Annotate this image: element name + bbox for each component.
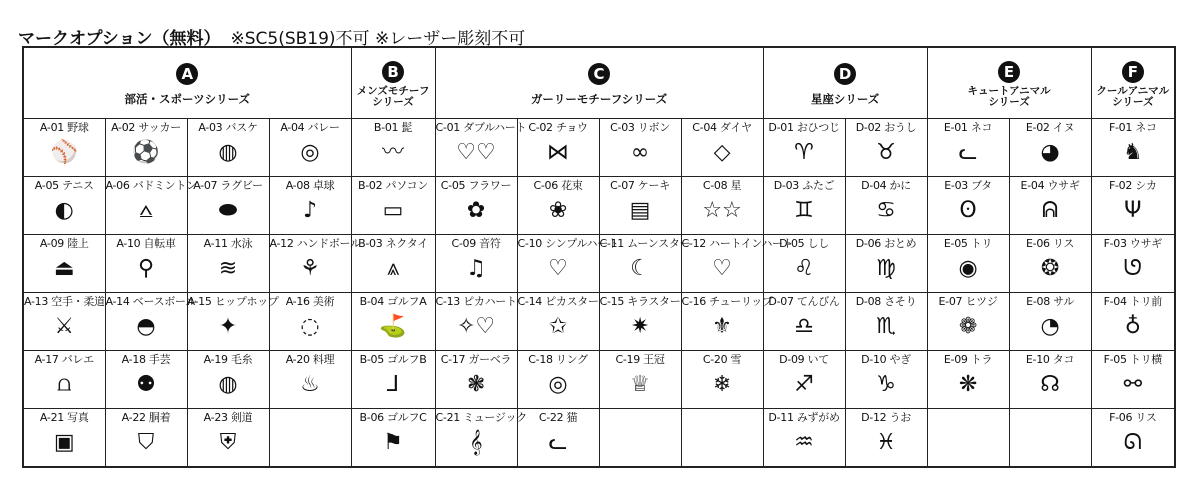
mark-option-cell[interactable] [599,293,681,351]
mark-label: D-05 しし [779,237,829,250]
mark-label: A-05 テニス [34,179,94,192]
mark-option-cell[interactable] [599,351,681,409]
cat-face-icon: ᓚ [958,140,978,165]
ring-icon: ◎ [548,372,568,397]
series-header-e [927,47,1091,119]
mark-option-cell[interactable] [435,351,517,409]
mark-label: D-04 かに [861,179,911,192]
mark-label: D-02 おうし [855,121,917,134]
mark-label: C-02 チョウ [528,121,588,134]
mark-option-cell[interactable] [517,409,599,468]
mark-option-cell[interactable] [187,119,269,177]
mark-option-cell[interactable] [517,177,599,235]
series-name-b: メンズモチーフ シリーズ [356,84,430,108]
mark-option-cell[interactable] [23,293,105,351]
mark-label: A-11 水泳 [203,237,253,250]
mark-option-cell[interactable] [351,235,435,293]
mark-label: A-10 自転車 [116,237,176,250]
mark-label: F-06 リス [1109,411,1157,424]
mark-label: E-06 リス [1026,237,1075,250]
mark-label: C-10 シンプルハート [517,237,619,250]
diamond-icon: ◇ [713,140,731,165]
squirrel-silhouette-icon: ᘏ [1123,430,1142,455]
mark-label: D-03 ふたご [773,179,835,192]
mark-option-cell[interactable] [105,409,187,468]
mark-option-cell[interactable] [23,351,105,409]
mark-label: A-16 美術 [285,295,335,308]
baseball-glove-icon: ◓ [136,314,156,339]
mark-option-cell[interactable] [435,409,527,468]
soccer-ball-icon: ⚽ [132,140,160,165]
mark-option-cell[interactable] [351,119,435,177]
mark-label: C-07 ケーキ [610,179,670,192]
mark-option-cell[interactable] [1091,409,1175,468]
mark-row [23,293,1175,351]
karate-icon: ⚔ [54,314,75,339]
mark-label: C-09 音符 [451,237,501,250]
virgo-icon: ♍ [876,256,896,281]
page-title: マークオプション（無料） [18,29,221,49]
mark-option-cell[interactable] [517,293,599,351]
mark-option-cell[interactable] [599,235,691,293]
series-header-a [23,47,351,119]
leo-icon: ♌ [794,256,814,281]
butterfly-icon: ⋈ [547,140,570,165]
mark-label: C-18 リング [528,353,588,366]
mark-label: B-01 髭 [373,121,413,134]
mark-row [23,119,1175,177]
mark-label: A-18 手芸 [121,353,171,366]
mark-option-cell[interactable] [435,177,517,235]
mark-option-cell[interactable] [517,351,599,409]
sparkle-heart-icon: ✧♡ [456,314,496,339]
laptop-icon: ▭ [382,198,404,223]
sheep-face-icon: ❁ [958,314,978,339]
mark-option-cell[interactable] [351,351,435,409]
handball-icon: ⚘ [300,256,320,281]
empty-cell [1009,409,1091,468]
mark-row [23,177,1175,235]
mark-label: C-21 ミュージック [435,411,527,424]
mark-option-cell[interactable] [681,177,763,235]
mark-label: C-05 フラワー [440,179,512,192]
mark-label: A-13 空手・柔道 [24,295,105,308]
mark-label: C-17 ガーベラ [440,353,512,366]
mark-option-cell[interactable] [351,409,435,468]
cooking-pot-icon: ♨ [300,372,320,397]
ballet-shoes-icon: ⩍ [57,372,72,397]
mark-row [23,351,1175,409]
mark-label: E-02 イヌ [1025,121,1075,134]
mark-label: C-12 ハートインハート [681,237,794,250]
mark-option-cell[interactable] [23,177,105,235]
aquarius-icon: ♒ [794,430,814,455]
mark-option-cell[interactable] [681,351,763,409]
rabbit-face-icon: ᕱ [1041,198,1059,223]
cat-silhouette-icon: ♞ [1122,140,1143,165]
deer-icon: Ψ [1124,198,1142,223]
mark-label: E-09 トラ [943,353,993,366]
mark-label: D-06 おとめ [855,237,917,250]
mark-label: B-03 ネクタイ [358,237,428,250]
mark-label: E-04 ウサギ [1020,179,1080,192]
mark-option-cell[interactable] [927,119,1009,177]
mark-label: C-20 雪 [702,353,742,366]
mark-option-cell[interactable] [1091,177,1175,235]
mark-option-cell[interactable] [763,177,845,235]
mark-label: A-19 毛糸 [203,353,253,366]
mark-option-cell[interactable] [763,235,845,293]
mark-option-cell[interactable] [845,293,927,351]
golf-club-icon: ⅃ [386,372,400,397]
series-header-d [763,47,927,119]
series-header-c [435,47,763,119]
mark-option-cell[interactable] [763,409,845,468]
mark-label: A-21 写真 [39,411,89,424]
mark-option-cell[interactable] [1091,293,1175,351]
mark-label: A-17 バレエ [34,353,94,366]
crown-icon: ♕ [630,372,650,397]
mark-option-cell[interactable] [105,119,187,177]
series-name-d: 星座シリーズ [810,92,880,106]
mark-option-cell[interactable] [927,293,1009,351]
mark-label: E-07 ヒツジ [938,295,998,308]
mark-label: C-16 チューリップ [681,295,773,308]
mustache-icon: 〰 [382,140,405,165]
snowflake-icon: ❄ [712,372,732,397]
hiphop-icon: ✦ [218,314,238,339]
basketball-icon: ◍ [218,140,238,165]
mark-label: F-02 シカ [1108,179,1157,192]
heart-in-heart-icon: ♡ [712,256,732,281]
mark-row [23,409,1175,468]
mark-option-cell[interactable] [927,351,1009,409]
mark-label: B-02 パソコン [357,179,429,192]
series-header-row [23,47,1175,119]
music-notes-icon: ♫ [466,256,486,281]
flower-icon: ✿ [466,198,486,223]
mark-label: B-04 ゴルフA [359,295,427,308]
mark-label: C-11 ムーンスター [599,237,691,250]
tiger-face-icon: ❋ [958,372,978,397]
series-name-f: クールアニマル シリーズ [1096,84,1170,108]
mark-label: D-07 てんびん [768,295,840,308]
judo-uniform-icon: ⛉ [137,430,155,455]
series-name-c: ガーリーモチーフシリーズ [530,92,668,106]
series-header-f [1091,47,1175,119]
mark-label: C-06 花束 [533,179,583,192]
capricorn-icon: ♑ [876,372,896,397]
mark-option-cell[interactable] [269,293,351,351]
mark-label: A-07 ラグビー [193,179,263,192]
mark-option-cell[interactable] [1009,235,1091,293]
mark-option-cell[interactable] [1009,177,1091,235]
mark-option-cell[interactable] [105,177,197,235]
series-letter-d: D [834,63,856,85]
mark-option-cell[interactable] [269,119,351,177]
mark-option-cell[interactable] [23,119,105,177]
mark-option-cell[interactable] [1009,351,1091,409]
yarn-ball-icon: ◍ [218,372,238,397]
mark-option-cell[interactable] [517,235,619,293]
mark-label: A-14 ベースボール [105,295,197,308]
mark-label: F-03 ウサギ [1103,237,1162,250]
mark-option-cell[interactable] [681,235,794,293]
bicycle-icon: ⚲ [137,256,155,281]
stars-icon: ☆☆ [702,198,742,223]
cat-head-icon: ᓚ [548,430,568,455]
bird-front-icon: ♁ [1124,314,1141,339]
mark-label: D-12 うお [861,411,911,424]
series-letter-f: F [1122,61,1144,83]
mark-label: F-04 トリ前 [1103,295,1162,308]
mark-option-cell[interactable] [517,119,599,177]
mark-label: A-15 ヒップホップ [187,295,279,308]
double-heart-icon: ♡♡ [456,140,496,165]
mark-option-cell[interactable] [1091,119,1175,177]
mark-option-cell[interactable] [105,235,187,293]
mark-option-cell[interactable] [23,235,105,293]
mark-option-cell[interactable] [845,351,927,409]
monkey-face-icon: ◔ [1040,314,1060,339]
pisces-icon: ♓ [876,430,896,455]
mark-option-cell[interactable] [351,177,435,235]
mark-option-cell[interactable] [1009,293,1091,351]
mark-option-cell[interactable] [927,235,1009,293]
music-symbol-icon: 𝄞 [469,430,483,455]
mark-option-cell[interactable] [845,119,927,177]
mark-label: E-08 サル [1026,295,1074,308]
mark-option-cell[interactable] [1009,119,1091,177]
mark-option-cell[interactable] [845,177,927,235]
mark-option-cell[interactable] [763,293,845,351]
mark-label: D-01 おひつじ [768,121,840,134]
baseball-icon: ⚾ [50,140,78,165]
scorpio-icon: ♏ [876,314,896,339]
kendo-icon: ⛨ [219,430,237,455]
mark-option-cell[interactable] [105,293,197,351]
shining-stars-icon: ✷ [630,314,650,339]
mark-option-cell[interactable] [187,235,269,293]
aries-icon: ♈ [794,140,814,165]
rugby-ball-icon: ⬬ [218,198,238,223]
mark-option-cell[interactable] [23,409,105,468]
palette-icon: ◌ [300,314,320,339]
mark-label: C-04 ダイヤ [692,121,752,134]
mark-label: C-13 ピカハート [435,295,517,308]
mark-label: A-09 陸上 [39,237,89,250]
mark-label: B-05 ゴルフB [359,353,427,366]
mark-label: A-23 剣道 [203,411,253,424]
mark-label: C-15 キラスター [599,295,681,308]
mark-label: C-08 星 [702,179,742,192]
series-letter-c: C [588,63,610,85]
pig-face-icon: ʘ [959,198,977,223]
mark-option-cell[interactable] [927,177,1009,235]
moon-star-icon: ☾ [630,256,650,281]
sparkle-star-icon: ✩ [548,314,568,339]
mark-label: F-01 ネコ [1108,121,1157,134]
mark-label: A-01 野球 [39,121,89,134]
mark-label: A-20 料理 [285,353,335,366]
camera-icon: ▣ [53,430,75,455]
shuttlecock-icon: ⩟ [139,198,153,223]
ribbon-icon: ∞ [630,140,650,165]
mark-label: A-02 サッカー [111,121,181,134]
mark-option-cell[interactable] [269,351,351,409]
cake-icon: ▤ [629,198,651,223]
bird-face-icon: ◉ [958,256,978,281]
series-letter-e: E [998,61,1020,83]
mark-option-cell[interactable] [187,409,269,468]
mark-label: E-05 トリ [943,237,993,250]
running-shoe-icon: ⏏ [53,256,75,281]
mark-label: E-03 ブタ [944,179,992,192]
mark-option-cell[interactable] [351,293,435,351]
series-name-a: 部活・スポーツシリーズ [124,92,250,106]
tennis-ball-icon: ◐ [54,198,74,223]
dog-face-icon: ◕ [1040,140,1060,165]
series-name-e: キュートアニマル シリーズ [967,84,1051,108]
mark-label: D-11 みずがめ [768,411,840,424]
mark-option-cell[interactable] [105,351,187,409]
mark-label: C-01 ダブルハート [435,121,527,134]
series-letter-b: B [382,61,404,83]
golfer-icon: ⛳ [379,314,407,339]
empty-cell [599,409,681,468]
octopus-icon: ☊ [1040,372,1060,397]
mark-option-cell[interactable] [599,177,681,235]
volleyball-icon: ◎ [300,140,320,165]
mark-label: A-03 バスケ [198,121,258,134]
mark-option-cell[interactable] [599,119,681,177]
mark-option-cell[interactable] [1091,351,1175,409]
mark-option-cell[interactable] [187,351,269,409]
mark-option-cell[interactable] [845,409,927,468]
pincushion-icon: ⚉ [136,372,156,397]
mark-option-cell[interactable] [187,177,269,235]
mark-label: A-22 胴着 [121,411,171,424]
mark-label: E-10 タコ [1025,353,1075,366]
cancer-icon: ♋ [876,198,896,223]
mark-label: A-08 卓球 [285,179,335,192]
mark-label: C-14 ピカスター [517,295,599,308]
mark-label: A-06 バドミントン [105,179,197,192]
mark-option-table [22,46,1176,468]
mark-option-cell[interactable] [681,293,773,351]
taurus-icon: ♉ [876,140,896,165]
mark-option-cell[interactable] [845,235,927,293]
mark-option-cell[interactable] [435,235,517,293]
golf-flag-icon: ⚑ [383,430,403,455]
necktie-icon: ⩓ [386,256,400,281]
mark-label: B-06 ゴルフC [359,411,427,424]
tulip-icon: ⚜ [712,314,732,339]
gerbera-icon: ❃ [466,372,486,397]
rabbit-silhouette-icon: ᘎ [1123,256,1142,281]
mark-label: D-10 やぎ [861,353,911,366]
mark-option-cell[interactable] [763,351,845,409]
series-letter-a: A [176,63,198,85]
page-note: ※SC5(SB19)不可 ※レーザー彫刻不可 [230,29,526,49]
bird-side-icon: ⚯ [1123,372,1143,397]
mark-option-cell[interactable] [763,119,845,177]
gemini-icon: ♊ [794,198,814,223]
heart-icon: ♡ [548,256,568,281]
mark-label: C-19 王冠 [615,353,665,366]
mark-option-cell[interactable] [1091,235,1175,293]
mark-option-cell[interactable] [187,293,279,351]
mark-option-cell[interactable] [681,119,763,177]
mark-option-cell[interactable] [435,119,527,177]
mark-option-cell[interactable] [269,177,351,235]
mark-label: C-03 リボン [610,121,670,134]
sagittarius-icon: ♐ [794,372,814,397]
mark-label: D-08 さそり [855,295,917,308]
mark-label: F-05 トリ横 [1103,353,1162,366]
libra-icon: ♎ [794,314,814,339]
empty-cell [927,409,1009,468]
bouquet-icon: ❀ [548,198,568,223]
swimming-icon: ≋ [218,256,238,281]
mark-row [23,235,1175,293]
mark-option-cell[interactable] [435,293,517,351]
mark-label: D-09 いて [779,353,829,366]
squirrel-face-icon: ❂ [1040,256,1060,281]
mark-label: A-12 ハンドボール [269,237,361,250]
mark-label: C-22 猫 [538,411,578,424]
mark-option-cell[interactable] [269,235,361,293]
ping-pong-paddle-icon: ♪ [302,198,318,223]
mark-label: A-04 バレー [280,121,340,134]
empty-cell [269,409,351,468]
mark-label: E-01 ネコ [943,121,993,134]
series-header-b [351,47,435,119]
empty-cell [681,409,763,468]
